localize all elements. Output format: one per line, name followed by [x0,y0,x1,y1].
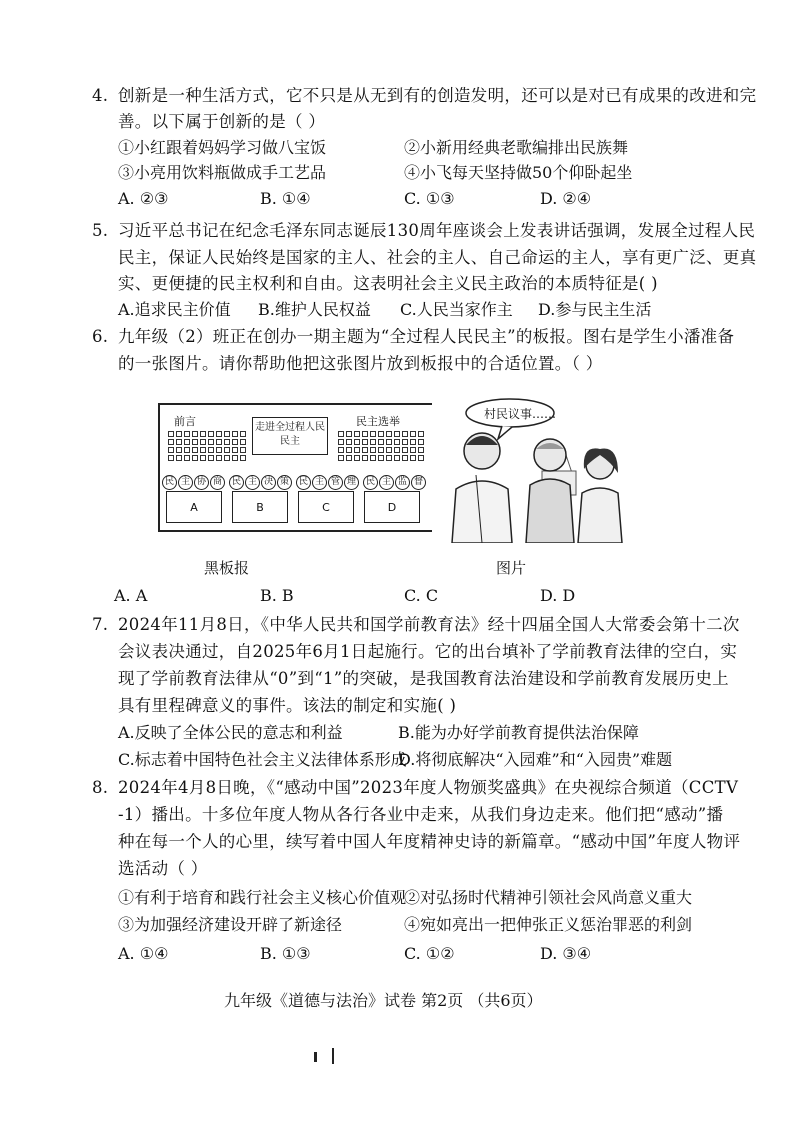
q4-choice-b: B. ①④ [260,189,311,208]
q8-choice-c: C. ①② [404,944,455,963]
q4-line1: 4. 创新是一种生活方式，它不只是从无到有的创造发明，还可以是对已有成果的改进和完 [92,86,757,105]
q4-line2: 善。以下属于创新的是（ ） [118,112,326,131]
q4-opt4: ④小飞每天坚持做50个仰卧起坐 [404,163,633,182]
board-circle: 主 [245,475,260,490]
q8-opt1: ①有利于培育和践行社会主义核心价值观 [118,888,407,907]
board-circle: 商 [210,475,225,490]
q7-choice-c: C.标志着中国特色社会主义法律体系形成 [118,750,407,769]
scan-mark [314,1052,317,1062]
board-panel-d: D [364,491,420,523]
board-preface-label: 前言 [174,415,196,428]
board-circle-row [162,475,426,490]
q5-line2: 民主，保证人民始终是国家的主人、社会的主人、自己命运的主人，享有更广泛、更真 [118,248,757,267]
board-circle: 督 [411,475,426,490]
q5-choice-b: B.维护人民权益 [258,300,371,319]
q8-line4: 选活动（ ） [118,859,208,878]
q5-line1: 5. 习近平总书记在纪念毛泽东同志诞辰130周年座谈会上发表讲话强调，发展全过程人民 [92,221,756,240]
q7-line4: 具有里程碑意义的事件。该法的制定和实施( ) [118,696,457,715]
q6-line2: 的一张图片。请你帮助他把这张图片放到板报中的合适位置。（ ） [118,354,603,373]
q8-choice-a: A. ①④ [118,944,169,963]
q5-choice-d: D.参与民主生活 [538,300,652,319]
q6-choice-c: C. C [404,586,439,605]
q7-line2: 会议表决通过，自2025年6月1日起施行。它的出台填补了学前教育法律的空白，实 [118,642,738,661]
q6-choice-d: D. D [540,586,576,605]
q6-line1: 6. 九年级（2）班正在创办一期主题为“全过程人民民主”的板报。图右是学生小潘准备 [92,327,735,346]
q8-opt2: ②对弘扬时代精神引领社会风尚意义重大 [404,888,693,907]
q6-choice-b: B. B [260,586,294,605]
board-circle: 管 [328,475,343,490]
q4-choice-c: C. ①③ [404,189,455,208]
q4-opt2: ②小新用经典老歌编排出民族舞 [404,138,629,157]
blackboard-figure [158,403,434,532]
board-circle: 主 [379,475,394,490]
q4-opt3: ③小亮用饮料瓶做成手工艺品 [118,163,327,182]
q4-opt1: ①小红跟着妈妈学习做八宝饭 [118,138,327,157]
q8-choice-b: B. ①③ [260,944,311,963]
q8-line1: 8. 2024年4月8日晚，《“感动中国”2023年度人物颁奖盛典》在央视综合频道（CCTV [92,778,739,797]
q5-choice-a: A.追求民主价值 [118,300,231,319]
q8-line2: -1）播出。十多位年度人物从各行各业中走来，从我们身边走来。他们把“感动”播 [118,805,724,824]
q6-choice-a: A. A [114,586,148,605]
board-circle: 决 [261,475,276,490]
q8-opt4: ④宛如亮出一把伸张正义惩治罪恶的利剑 [404,915,693,934]
board-text-grid-left [168,431,246,461]
q7-line1: 7. 2024年11月8日，《中华人民共和国学前教育法》经十四届全国人大常委会第十二次 [92,615,740,634]
q7-choice-b: B.能为办好学前教育提供法治保障 [398,723,639,742]
q8-line3: 种在每一个人的心里，续写着中国人年度精神史诗的新篇章。“感动中国”年度人物评 [118,832,741,851]
caption-blackboard: 黑板报 [204,559,250,577]
q8-opt3: ③为加强经济建设开辟了新途径 [118,915,343,934]
board-circle: 民 [229,475,244,490]
board-circle: 民 [363,475,378,490]
board-panel-b: B [232,491,288,523]
q5-choice-c: C.人民当家作主 [400,300,513,319]
board-circle: 协 [194,475,209,490]
board-circle: 策 [277,475,292,490]
board-circle: 民 [162,475,177,490]
q4-choice-a: A. ②③ [118,189,169,208]
board-text-grid-right [338,431,424,461]
caption-picture: 图片 [496,559,527,577]
scan-mark [332,1048,334,1064]
villagers-discussion-illustration [432,393,630,543]
q5-line3: 实、更便捷的民主权利和自由。这表明社会主义民主政治的本质特征是( ) [118,274,658,293]
q7-choice-a: A.反映了全体公民的意志和利益 [118,723,343,742]
board-election-label: 民主选举 [356,415,400,428]
q7-line3: 现了学前教育法律从“0”到“1”的突破，是我国教育法治建设和学前教育发展历史上 [118,669,729,688]
board-panel-c: C [298,491,354,523]
board-circle: 监 [395,475,410,490]
board-circle: 理 [344,475,359,490]
board-panel-a: A [166,491,222,523]
board-circle: 主 [178,475,193,490]
board-center-title: 走进全过程人民民主 [252,417,328,455]
speech-bubble-text: 村民议事…… [484,407,557,421]
q8-choice-d: D. ③④ [540,944,592,963]
board-circle: 主 [312,475,327,490]
board-circle: 民 [296,475,311,490]
q4-choice-d: D. ②④ [540,189,592,208]
page-footer: 九年级《道德与法治》试卷 第2页 （共6页） [224,991,543,1010]
q7-choice-d: D.将彻底解决“入园难”和“入园贵”难题 [398,750,673,769]
